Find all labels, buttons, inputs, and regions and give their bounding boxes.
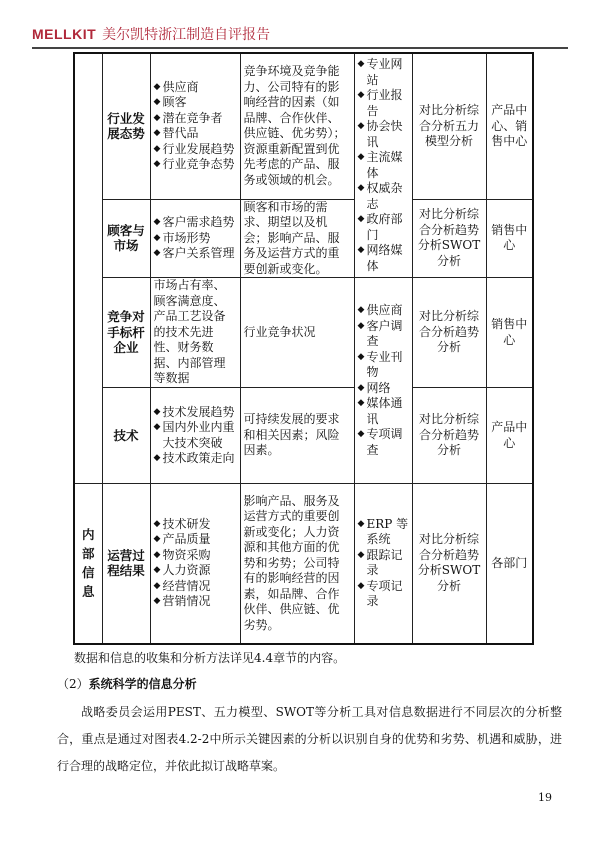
items-cell: ◆ 客户需求趋势 ◆ 市场形势 ◆ 客户关系管理 [150, 199, 240, 278]
description-cell: 顾客和市场的需求、期望以及机会；影响产品、服务及运营方式的重要创新或变化。 [240, 199, 354, 278]
description-cell: 可持续发展的要求和相关因素；风险因素。 [240, 388, 354, 484]
category-cell: 运营过程结果 [102, 484, 150, 644]
info-source-table [73, 52, 534, 645]
category-cell: 行业发展态势 [102, 53, 150, 199]
internal-group-cell: 内部信息 [74, 484, 102, 644]
analysis-paragraph: 战略委员会运用PEST、五力模型、SWOT等分析工具对信息数据进行不同层次的分析整合，重点是通过对图表4.2-2中所示关键因素的分析以识别自身的优势和劣势、机遇和威胁，进行合理的战略定位，并依此拟订战略草案。 [57, 705, 562, 773]
category-cell: 竞争对手标杆企业 [102, 278, 150, 388]
brand-logo-text: MELLKIT [32, 26, 97, 42]
owner-cell: 产品中心 [486, 388, 533, 484]
table-row [74, 199, 533, 278]
page-number: 19 [538, 791, 552, 804]
owner-cell: 销售中心 [486, 199, 533, 278]
description-cell: 行业竞争状况 [240, 278, 354, 388]
method-cell: 对比分析综合分析趋势分析SWOT 分析 [412, 484, 486, 644]
page-header [32, 24, 568, 46]
reference-paragraph: 数据和信息的收集和分析方法详见4.4章节的内容。 [74, 651, 346, 665]
owner-cell: 产品中心、销售中心 [486, 53, 533, 199]
table-row [74, 278, 533, 388]
description-cell: 影响产品、服务及运营方式的重要创新或变化；人力资源和其他方面的优势和劣势；公司特有的影响经营的因素，如品牌、合作伙伴、供应链、优劣势。 [240, 484, 354, 644]
items-cell: ◆ 技术研发 ◆ 产品质量 ◆ 物资采购 ◆ 人力资源 ◆ 经营情况 ◆ 营销情况 [150, 484, 240, 644]
items-cell: ◆ 技术发展趋势 ◆ 国内外业内重大技术突破 ◆ 技术政策走向 [150, 388, 240, 484]
method-cell: 对比分析综合分析趋势分析 [412, 388, 486, 484]
owner-cell: 各部门 [486, 484, 533, 644]
table-row [74, 484, 533, 644]
section-subheading [57, 675, 197, 693]
method-cell: 对比分析综合分析趋势分析 [412, 278, 486, 388]
subheading-number: （2） [57, 677, 89, 691]
owner-cell: 销售中心 [486, 278, 533, 388]
method-cell: 对比分析综合分析五力模型分析 [412, 53, 486, 199]
sources-cell: ◆ 供应商 ◆ 客户调查 ◆ 专业刊物 ◆ 网络 ◆ 媒体通讯 ◆ 专项调查 [354, 278, 412, 484]
report-title: 美尔凯特浙江制造自评报告 [102, 27, 271, 43]
items-cell: ◆ 供应商 ◆ 顾客 ◆ 潜在竞争者 ◆ 替代品 ◆ 行业发展趋势 ◆ 行业竞争态势 [150, 53, 240, 199]
sources-cell: ◆ 专业网站 ◆ 行业报告 ◆ 协会快讯 ◆ 主流媒体 ◆ 权威杂志 ◆ 政府部门 ◆ 网络媒体 [354, 53, 412, 278]
external-group-cell [74, 53, 102, 484]
description-cell: 竞争环境及竞争能力、公司特有的影响经营的因素（如品牌、合作伙伴、供应链、优劣势）；资源重新配置到优先考虑的产品、服务或领域的机会。 [240, 53, 354, 199]
header-divider [32, 47, 568, 49]
subheading-text: 系统科学的信息分析 [88, 677, 197, 691]
table-row [74, 53, 533, 199]
items-cell: 市场占有率、顾客满意度、产品工艺设备的技术先进性、财务数据、内部管理等数据 [150, 278, 240, 388]
method-cell: 对比分析综合分析趋势分析SWOT 分析 [412, 199, 486, 278]
category-cell: 顾客与市场 [102, 199, 150, 278]
sources-cell: ◆ ERP 等系统 ◆ 跟踪记录 ◆ 专项记录 [354, 484, 412, 644]
table-row [74, 388, 533, 484]
category-cell: 技术 [102, 388, 150, 484]
